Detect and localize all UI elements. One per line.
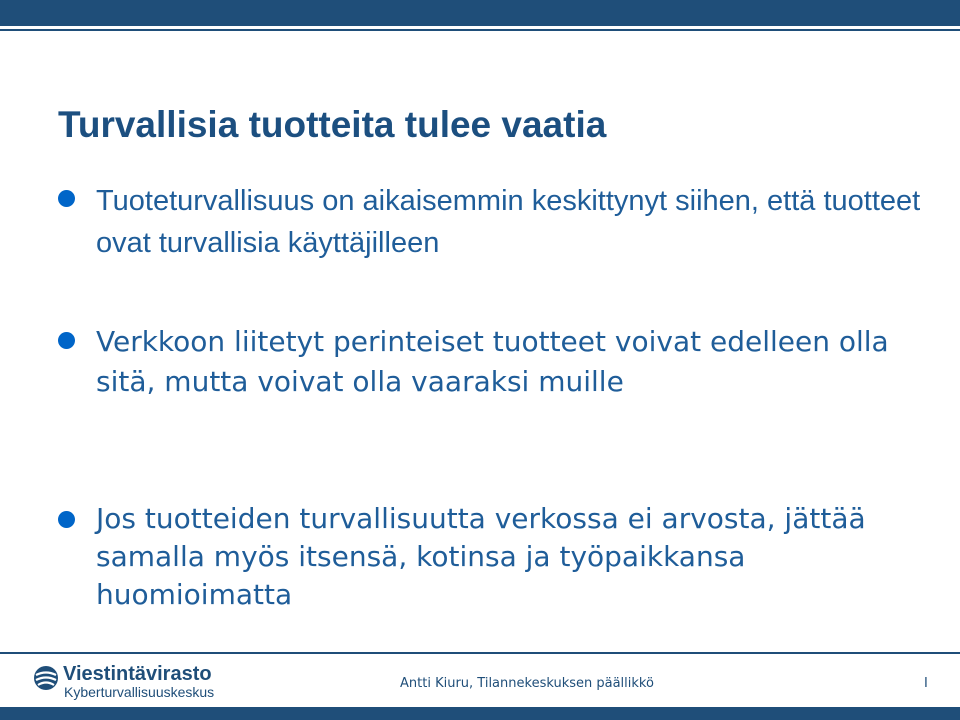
bottom-divider-line	[0, 652, 960, 654]
viestintavirasto-logo-icon	[33, 665, 59, 691]
presenter-credit: Antti Kiuru, Tilannekeskuksen päällikkö	[400, 676, 654, 691]
bullet-text: Tuoteturvallisuus on aikaisemmin keskittynyt siihen, että tuotteet ovat turvallisia käyttäjilleen	[96, 185, 921, 259]
organization-logo	[33, 663, 233, 703]
logo-name: Viestintävirasto	[63, 663, 212, 685]
logo-subtitle: Kyberturvallisuuskeskus	[64, 684, 215, 700]
bullet-dot-icon	[58, 190, 75, 207]
bottom-banner-bar	[0, 707, 960, 720]
page-marker: I	[924, 676, 928, 691]
bullet-dot-icon	[58, 511, 75, 528]
top-banner-bar	[0, 0, 960, 26]
bullet-text: Verkkoon liitetyt perinteiset tuotteet voivat edelleen olla sitä, mutta voivat olla vaaraksi muille	[96, 325, 889, 398]
bullet-dot-icon	[58, 332, 75, 349]
top-divider-line	[0, 29, 960, 31]
slide-title: Turvallisia tuotteita tulee vaatia	[58, 104, 607, 145]
bullet-text: Jos tuotteiden turvallisuutta verkossa ei arvosta, jättää samalla myös itsensä, kotinsa ja työpaikkansa huomioimatta	[96, 502, 866, 611]
